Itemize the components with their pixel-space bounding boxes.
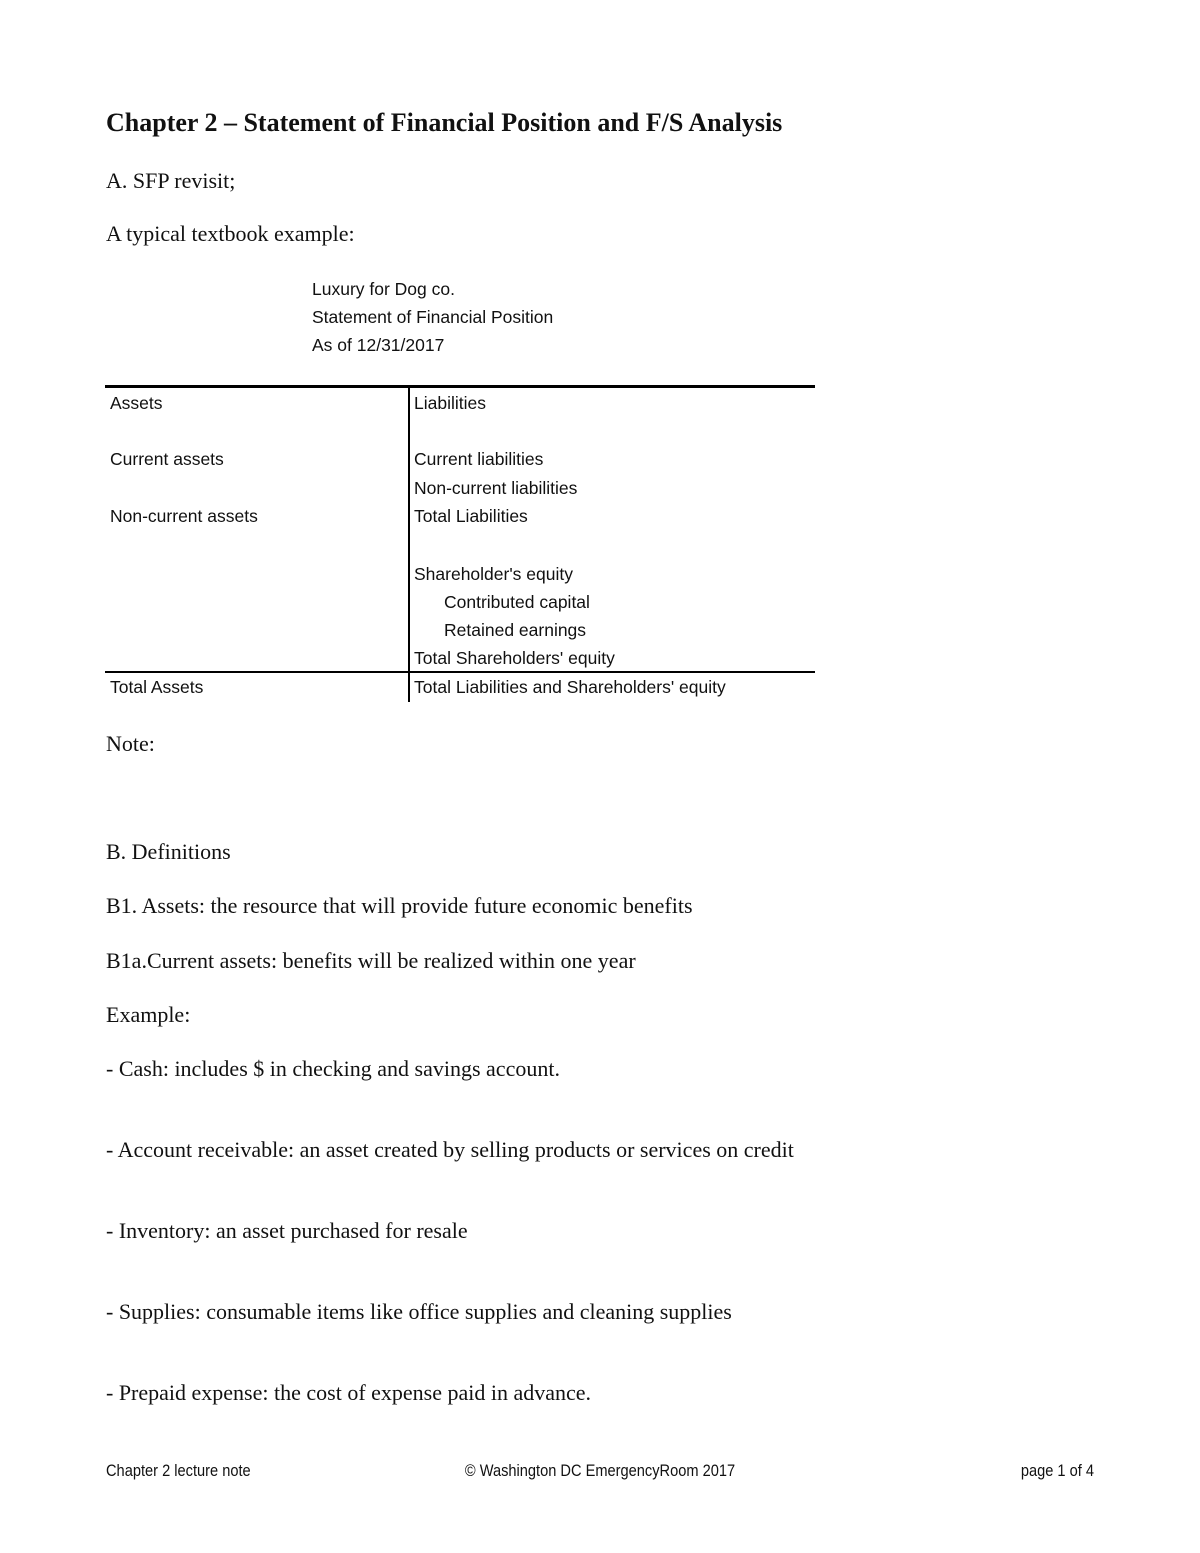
total-liabilities-equity-label: Total Liabilities and Shareholders' equity xyxy=(414,677,726,697)
example-label: Example: xyxy=(106,1002,191,1027)
footer-left: Chapter 2 lecture note xyxy=(106,1461,251,1480)
list-item: - Account receivable: an asset created by selling products or services on credit xyxy=(106,1137,794,1162)
retained-earnings-label: Retained earnings xyxy=(444,620,587,640)
equity-header: Shareholder's equity xyxy=(414,564,573,584)
list-item: - Supplies: consumable items like office supplies and cleaning supplies xyxy=(106,1299,732,1324)
assets-header: Assets xyxy=(110,393,163,413)
definition-b1a: B1a.Current assets: benefits will be realized within one year xyxy=(106,948,636,973)
total-liabilities-label: Total Liabilities xyxy=(414,506,528,526)
note-label: Note: xyxy=(106,731,155,756)
current-liabilities-label: Current liabilities xyxy=(414,449,544,469)
footer-center: © Washington DC EmergencyRoom 2017 xyxy=(464,1461,736,1480)
non-current-assets-label: Non-current assets xyxy=(110,506,258,526)
statement-date: As of 12/31/2017 xyxy=(312,335,445,355)
page-title: Chapter 2 – Statement of Financial Position and F/S Analysis xyxy=(106,108,783,137)
section-b-heading: B. Definitions xyxy=(106,839,231,864)
contributed-capital-label: Contributed capital xyxy=(444,592,590,612)
definition-b1: B1. Assets: the resource that will provide future economic benefits xyxy=(106,893,693,918)
statement-company: Luxury for Dog co. xyxy=(312,279,455,299)
list-item: - Inventory: an asset purchased for resale xyxy=(106,1218,468,1243)
table-center-rule xyxy=(408,385,410,702)
table-total-rule xyxy=(105,671,815,673)
footer-page-number: page 1 of 4 xyxy=(1020,1461,1094,1480)
total-equity-label: Total Shareholders' equity xyxy=(414,648,615,668)
non-current-liabilities-label: Non-current liabilities xyxy=(414,478,578,498)
table-top-rule xyxy=(105,385,815,388)
section-a-heading: A. SFP revisit; xyxy=(106,168,236,193)
current-assets-label: Current assets xyxy=(110,449,224,469)
statement-name: Statement of Financial Position xyxy=(312,307,554,327)
list-item: - Prepaid expense: the cost of expense paid in advance. xyxy=(106,1380,592,1405)
total-assets-label: Total Assets xyxy=(110,677,204,697)
list-item: - Cash: includes $ in checking and savings account. xyxy=(106,1056,560,1081)
liabilities-header: Liabilities xyxy=(414,393,486,413)
intro-text: A typical textbook example: xyxy=(106,221,355,246)
